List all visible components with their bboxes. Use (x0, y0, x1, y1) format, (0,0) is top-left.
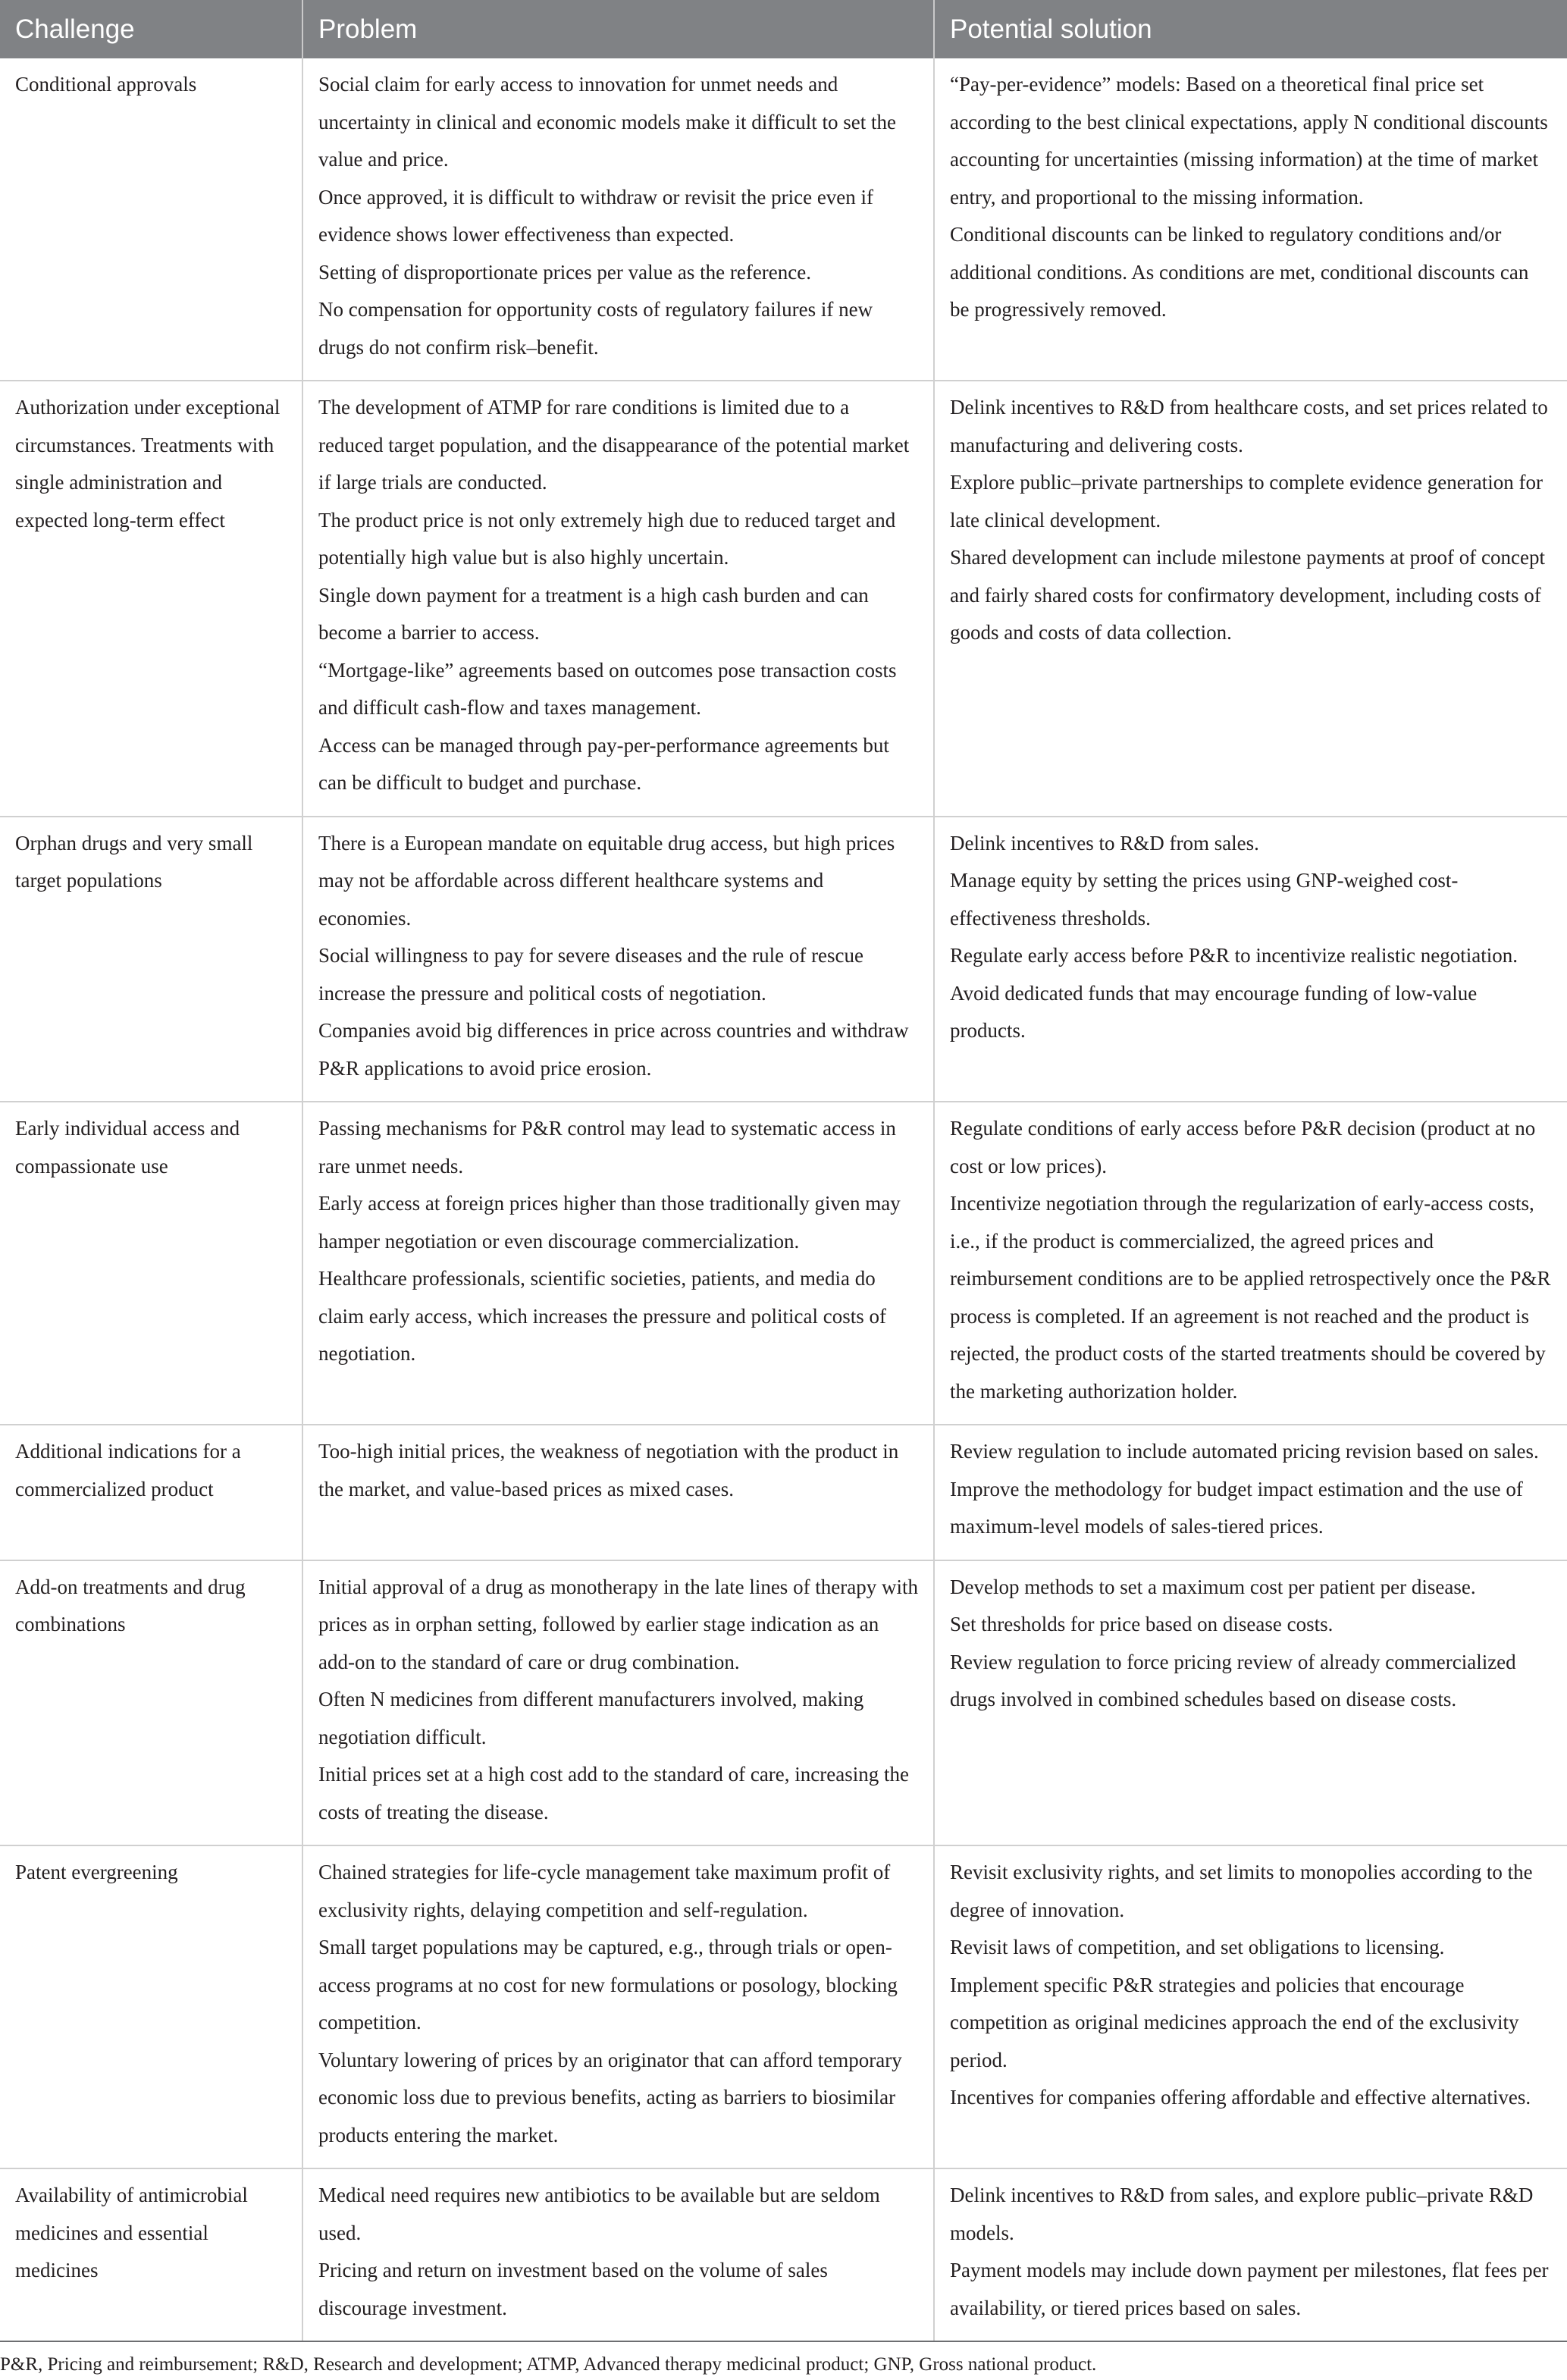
problem-paragraph: “Mortgage-like” agreements based on outcomes pose transaction costs and difficult cash-flow and taxes management. (318, 658, 897, 719)
problem-paragraph: Voluntary lowering of prices by an originator that can afford temporary economic loss due to previous benefits, acting as barriers to biosimilar products entering the market. (318, 2048, 902, 2146)
table-row (0, 1560, 1567, 1846)
challenge-cell: Availability of antimicrobial medicines and essential medicines (0, 2168, 302, 2341)
header-challenge: Challenge (0, 0, 302, 58)
header-problem: Problem (302, 0, 934, 58)
table-header-row (0, 0, 1567, 58)
solution-paragraph: Avoid dedicated funds that may encourage funding of low-value products. (950, 981, 1478, 1042)
problem-paragraph: Often N medicines from different manufacturers involved, making negotiation difficult. (318, 1688, 864, 1748)
problem-paragraph: Healthcare professionals, scientific societies, patients, and media do claim early access, which increases the pressure and political costs of negotiation. (318, 1267, 886, 1365)
problem-cell (302, 1425, 934, 1560)
challenge-cell: Conditional approvals (15, 73, 197, 96)
problem-paragraph: Initial approval of a drug as monotherapy in the late lines of therapy with prices as in orphan setting, followed by earlier stage indication as an add-on to the standard of care or drug combination. (318, 1575, 919, 1673)
solution-paragraph: Review regulation to force pricing review of already commercialized drugs involved in combined schedules based on disease costs. (950, 1650, 1516, 1711)
table-row (0, 1102, 1567, 1425)
solution-cell (934, 1425, 1567, 1560)
solution-paragraph: Set thresholds for price based on disease costs. (950, 1613, 1334, 1635)
challenge-cell: Orphan drugs and very small target populations (0, 817, 302, 1102)
solution-cell (934, 381, 1567, 817)
solution-paragraph: Incentivize negotiation through the regularization of early-access costs, i.e., if the product is commercialized, the agreed prices and reimbursement conditions are to be applied retrospectively once the P&R process is completed. If an agreement is not reached and the product is rejected, the product costs of the started treatments should be covered by the marketing authorization holder. (950, 1192, 1551, 1403)
problem-paragraph: Passing mechanisms for P&R control may lead to systematic access in rare unmet needs. (318, 1117, 896, 1177)
problem-cell (302, 2168, 934, 2341)
solution-cell (934, 58, 1567, 381)
solution-paragraph: Shared development can include milestone payments at proof of concept and fairly shared costs for confirmatory development, including costs of goods and costs of data collection. (950, 546, 1545, 644)
solution-paragraph: Implement specific P&R strategies and policies that encourage competition as original medicines approach the end of the exclusivity period. (950, 1973, 1519, 2071)
solution-paragraph: “Pay-per-evidence” models: Based on a theoretical final price set according to the best clinical expectations, apply N conditional discounts accounting for uncertainties (missing information) at the time of market entry, and proportional to the missing information. (950, 73, 1548, 209)
table-row (0, 2168, 1567, 2341)
problem-cell (302, 1845, 934, 2168)
solution-paragraph: Payment models may include down payment per milestones, flat fees per availability, or tiered prices based on sales. (950, 2259, 1549, 2319)
problem-paragraph: There is a European mandate on equitable drug access, but high prices may not be affordable across different healthcare systems and economies. (318, 831, 895, 930)
solution-cell (934, 817, 1567, 1102)
problem-paragraph: Medical need requires new antibiotics to be available but are seldom used. (318, 2184, 880, 2244)
problem-paragraph: Companies avoid big differences in price across countries and withdraw P&R applications to avoid price erosion. (318, 1019, 909, 1080)
problem-paragraph: Single down payment for a treatment is a high cash burden and can become a barrier to access. (318, 583, 869, 644)
problem-paragraph: Pricing and return on investment based on the volume of sales discourage investment. (318, 2259, 828, 2319)
table-row (0, 1425, 1567, 1560)
problem-paragraph: Early access at foreign prices higher than those traditionally given may hamper negotiation or even discourage commercialization. (318, 1192, 901, 1253)
problem-paragraph: Initial prices set at a high cost add to the standard of care, increasing the costs of treating the disease. (318, 1763, 909, 1823)
problem-paragraph: Social claim for early access to innovation for unmet needs and uncertainty in clinical and economic models make it difficult to set the value and price. (318, 73, 897, 171)
problem-cell (302, 1102, 934, 1425)
table-row (0, 381, 1567, 817)
problem-paragraph: Chained strategies for life-cycle management take maximum profit of exclusivity rights, delaying competition and self-regulation. (318, 1861, 891, 1921)
challenge-cell: Authorization under exceptional circumstances. Treatments with single administration and expected long-term effect (0, 381, 302, 817)
solution-paragraph: Manage equity by setting the prices using GNP-weighed cost-effectiveness thresholds. (950, 869, 1459, 930)
problem-paragraph: No compensation for opportunity costs of regulatory failures if new drugs do not confirm risk–benefit. (318, 298, 873, 359)
solution-paragraph: Improve the methodology for budget impact estimation and the use of maximum-level models of sales-tiered prices. (950, 1477, 1523, 1538)
problem-cell (302, 1560, 934, 1846)
problem-paragraph: The product price is not only extremely high due to reduced target and potentially high value but is also highly uncertain. (318, 508, 896, 569)
problem-paragraph: Once approved, it is difficult to withdraw or revisit the price even if evidence shows lower effectiveness than expected. (318, 185, 874, 246)
solution-cell (934, 2168, 1567, 2341)
solution-paragraph: Develop methods to set a maximum cost per patient per disease. (950, 1575, 1476, 1598)
challenge-cell: Patent evergreening (0, 1845, 302, 2168)
solution-paragraph: Review regulation to include automated pricing revision based on sales. (950, 1440, 1539, 1463)
problem-paragraph: Small target populations may be captured, e.g., through trials or open-access programs at no cost for new formulations or posology, blocking competition. (318, 1936, 898, 2034)
table-row (0, 1845, 1567, 2168)
solution-paragraph: Regulate conditions of early access before P&R decision (product at no cost or low prices). (950, 1117, 1536, 1177)
table-row (0, 817, 1567, 1102)
problem-cell (302, 58, 934, 381)
problem-cell (302, 381, 934, 817)
challenge-cell: Early individual access and compassionate use (0, 1102, 302, 1425)
problem-paragraph: The development of ATMP for rare conditions is limited due to a reduced target population, and the disappearance of the potential market if large trials are conducted. (318, 396, 910, 494)
solution-cell (934, 1102, 1567, 1425)
solution-paragraph: Revisit laws of competition, and set obligations to licensing. (950, 1936, 1445, 1958)
problem-paragraph: Setting of disproportionate prices per value as the reference. (318, 260, 811, 284)
problem-paragraph: Social willingness to pay for severe diseases and the rule of rescue increase the pressure and political costs of negotiation. (318, 944, 864, 1005)
solution-paragraph: Explore public–private partnerships to complete evidence generation for late clinical development. (950, 471, 1543, 532)
table-footnote: P&R, Pricing and reimbursement; R&D, Research and development; ATMP, Advanced therapy medicinal product; GNP, Gross national product. (0, 2354, 1097, 2375)
problem-cell (302, 817, 934, 1102)
solution-cell (934, 1560, 1567, 1846)
table-row (0, 58, 1567, 381)
table-body (0, 58, 1567, 2341)
challenge-cell: Add-on treatments and drug combinations (0, 1560, 302, 1846)
header-potential-solution: Potential solution (934, 0, 1567, 58)
solution-paragraph: Conditional discounts can be linked to regulatory conditions and/or additional conditions. As conditions are met, conditional discounts can be progressively removed. (950, 223, 1529, 321)
problem-paragraph: Access can be managed through pay-per-performance agreements but can be difficult to budget and purchase. (318, 733, 889, 794)
challenge-cell: Additional indications for a commercialized product (0, 1425, 302, 1560)
solution-paragraph: Delink incentives to R&D from sales. (950, 831, 1259, 854)
solution-cell (934, 1845, 1567, 2168)
solution-paragraph: Revisit exclusivity rights, and set limits to monopolies according to the degree of innovation. (950, 1861, 1533, 1921)
solution-paragraph: Incentives for companies offering affordable and effective alternatives. (950, 2086, 1531, 2109)
solution-paragraph: Delink incentives to R&D from sales, and explore public–private R&D models. (950, 2184, 1534, 2244)
solution-paragraph: Regulate early access before P&R to incentivize realistic negotiation. (950, 944, 1518, 967)
problem-paragraph: Too-high initial prices, the weakness of negotiation with the product in the market, and value-based prices as mixed cases. (318, 1440, 899, 1500)
solution-paragraph: Delink incentives to R&D from healthcare costs, and set prices related to manufacturing and delivering costs. (950, 396, 1548, 456)
